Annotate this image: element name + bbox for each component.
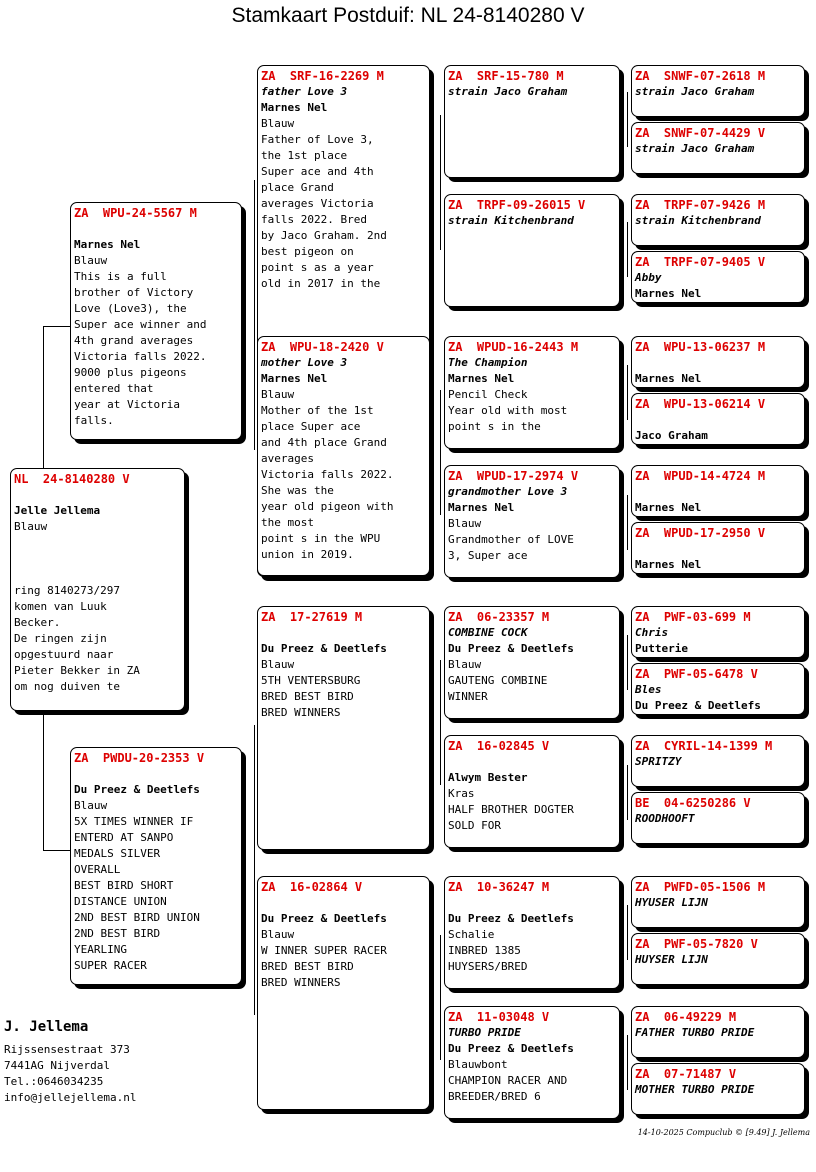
note-line: OVERALL [74,863,121,876]
note-line: Super ace winner and [74,318,207,331]
ring-number: ZA 07-71487 V [635,1067,737,1081]
pigeon-color: Schalie [448,928,495,941]
pigeon-name [635,484,801,500]
owner-name: Alwym Bester [448,771,528,784]
ring-number: ZA PWDU-20-2353 V [74,751,205,765]
ring-number: ZA 06-23357 M [448,610,550,624]
note-line: year old pigeon with [261,500,394,513]
note-line: HALF BROTHER DOGTER [448,803,574,816]
ring-number: ZA TRPF-07-9405 V [635,255,766,269]
pigeon-card-p4[interactable] [257,336,430,576]
note-line: Father of Love 3, [261,133,374,146]
pigeon-name [448,895,616,911]
note-line: GAUTENG COMBINE [448,674,548,687]
note-line: om nog duiven te [14,680,120,693]
note-line: Grandmother of LOVE [448,533,574,546]
ring-number: ZA WPUD-14-4724 M [635,469,766,483]
note-line: Victoria falls 2022. [261,468,394,481]
pigeon-card-p30[interactable] [631,1063,805,1115]
ring-number: ZA WPUD-17-2950 V [635,526,766,540]
owner-name: Du Preez & Deetlefs [448,912,574,925]
note-line [14,551,181,567]
note-line: 5TH VENTERSBURG [261,674,361,687]
owner-name: Du Preez & Deetlefs [261,912,387,925]
pigeon-name: Chris [635,626,669,639]
note-line: brother of Victory [74,286,194,299]
pigeon-card-p11[interactable] [444,606,620,719]
pigeon-card-p22[interactable] [631,522,805,574]
pigeon-card-p16[interactable] [631,122,805,174]
pigeon-card-p18[interactable] [631,251,805,303]
pigeon-name: HYUSER LIJN [635,896,708,909]
pigeon-name: SPRITZY [635,755,682,768]
pigeon-card-p7[interactable] [444,65,620,178]
ring-number: ZA WPU-13-06214 V [635,397,766,411]
note-line: 2ND BEST BIRD UNION [74,911,200,924]
pigeon-name [635,541,801,557]
pigeon-card-p21[interactable] [631,465,805,517]
note-line: 9000 plus pigeons [74,366,187,379]
owner-name: Marnes Nel [635,287,702,300]
page-title: Stamkaart Postduif: NL 24-8140280 V [231,4,585,27]
owner-name: Du Preez & Deetlefs [74,783,200,796]
pigeon-card-p13[interactable] [444,876,620,989]
note-line: Becker. [14,616,61,629]
owner-name: Marnes Nel [635,501,702,514]
owner-name: Putterie [635,642,688,655]
note-line: falls. [74,414,114,427]
note-line: 4th grand averages [74,334,194,347]
owner-name: Marnes Nel [635,372,702,385]
pigeon-card-p14[interactable] [444,1006,620,1119]
pigeon-card-p20[interactable] [631,393,805,445]
note-line: ENTERD AT SANPO [74,831,174,844]
owner-name: Marnes Nel [448,372,515,385]
ring-number: ZA 16-02864 V [261,880,363,894]
note-line: place Grand [261,181,334,194]
pigeon-color: Blauw [261,388,295,401]
owner-name: Jaco Graham [635,429,708,442]
pigeon-name: father Love 3 [261,85,348,98]
ring-number: ZA PWF-05-7820 V [635,937,758,951]
ring-number: ZA TRPF-09-26015 V [448,198,586,212]
pigeon-name [261,895,426,911]
owner-name: Marnes Nel [635,558,702,571]
pigeon-card-p0[interactable] [10,468,185,711]
ring-number: ZA SRF-15-780 M [448,69,564,83]
pigeon-color: Blauw [14,520,48,533]
owner-name: Marnes Nel [448,501,515,514]
pigeon-name: FATHER TURBO PRIDE [635,1026,755,1039]
pigeon-card-p23[interactable] [631,606,805,658]
note-line: SUPER RACER [74,959,147,972]
ring-number: ZA 16-02845 V [448,739,550,753]
note-line: She was the [261,484,334,497]
pigeon-card-p12[interactable] [444,735,620,848]
owner-name: Jelle Jellema [14,504,101,517]
pigeon-name [635,355,801,371]
note-line: Victoria falls 2022. [74,350,207,363]
pigeon-name: MOTHER TURBO PRIDE [635,1083,755,1096]
owner-name: Marnes Nel [74,238,141,251]
pigeon-color: Kras [448,787,475,800]
ring-number: ZA WPU-13-06237 M [635,340,766,354]
pigeon-name: mother Love 3 [261,356,348,369]
ring-number: ZA TRPF-07-9426 M [635,198,766,212]
note-line: 2ND BEST BIRD [74,927,161,940]
pigeon-color: Blauw [74,254,108,267]
ring-number: ZA PWFD-05-1506 M [635,880,766,894]
owner-name: Du Preez & Deetlefs [448,642,574,655]
owner-name: Marnes Nel [261,101,328,114]
ring-number: ZA SNWF-07-2618 M [635,69,766,83]
breeder-address-street: Rijssensestraat 373 [4,1043,130,1056]
pigeon-color: Blauwbont [448,1058,508,1071]
note-line: falls 2022. Bred [261,213,367,226]
note-line: old in 2017 in the [261,277,381,290]
pigeon-card-p9[interactable] [444,336,620,449]
pigeon-name: HUYSER LIJN [635,953,708,966]
pigeon-name [74,221,238,237]
note-line: BEST BIRD SHORT [74,879,174,892]
pigeon-name [74,766,238,782]
pigeon-card-p28[interactable] [631,933,805,985]
note-line: SOLD FOR [448,819,501,832]
pigeon-card-p25[interactable] [631,735,805,787]
note-line: place Super ace [261,420,361,433]
pigeon-card-p19[interactable] [631,336,805,388]
pigeon-card-p8[interactable] [444,194,620,307]
pigeon-name: strain Kitchenbrand [448,214,574,227]
pigeon-name [14,487,181,503]
note-line: averages Victoria [261,197,374,210]
owner-name: Du Preez & Deetlefs [635,699,761,712]
note-line: BREEDER/BRED 6 [448,1090,541,1103]
pigeon-color: Blauw [261,658,295,671]
note-line: union in 2019. [261,548,354,561]
ring-number: ZA 10-36247 M [448,880,550,894]
note-line: Pieter Bekker in ZA [14,664,140,677]
ring-number: NL 24-8140280 V [14,472,130,486]
ring-number: ZA SRF-16-2269 M [261,69,384,83]
ring-number: ZA 06-49229 M [635,1010,737,1024]
ring-number: ZA 17-27619 M [261,610,363,624]
note-line: point s as a year [261,261,374,274]
ring-number: ZA PWF-03-699 M [635,610,751,624]
note-line: the most [261,516,314,529]
pigeon-name: strain Jaco Graham [448,85,568,98]
pigeon-card-p1[interactable] [70,202,242,440]
note-line: HUYSERS/BRED [448,960,528,973]
note-line: point s in the WPU [261,532,381,545]
breeder-email[interactable]: info@jellejellema.nl [4,1091,137,1104]
pigeon-color: Blauw [261,928,295,941]
note-line: MEDALS SILVER [74,847,161,860]
owner-name: Du Preez & Deetlefs [261,642,387,655]
ring-number: ZA WPU-24-5567 M [74,206,197,220]
note-line: Year old with most [448,404,568,417]
pigeon-name [261,625,426,641]
pigeon-card-p26[interactable] [631,792,805,844]
breeder-name: J. Jellema [4,1019,89,1035]
pigeon-name: Bles [635,683,662,696]
pigeon-name: COMBINE COCK [448,626,528,639]
pigeon-card-p24[interactable] [631,663,805,715]
note-line: This is a full [74,270,167,283]
pigeon-color: Pencil Check [448,388,528,401]
note-line: Super ace and 4th [261,165,374,178]
pigeon-card-p27[interactable] [631,876,805,928]
note-line: ring 8140273/297 [14,584,120,597]
pigeon-color: Blauw [448,517,482,530]
note-line: WINNER [448,690,488,703]
ring-number: ZA 11-03048 V [448,1010,550,1024]
pigeon-name: strain Kitchenbrand [635,214,761,227]
pigeon-card-p5[interactable] [257,606,430,850]
note-line: entered that [74,382,154,395]
pigeon-name: The Champion [448,356,528,369]
pigeon-name [448,754,616,770]
note-line: De ringen zijn [14,632,107,645]
note-line: and 4th place Grand [261,436,387,449]
note-line: Love (Love3), the [74,302,187,315]
pigeon-name [635,412,801,428]
note-line [14,535,181,551]
pigeon-name: grandmother Love 3 [448,485,568,498]
note-line: W INNER SUPER RACER [261,944,387,957]
note-line: CHAMPION RACER AND [448,1074,568,1087]
note-line: year at Victoria [74,398,180,411]
pigeon-color: Blauw [448,658,482,671]
ring-number: ZA WPUD-17-2974 V [448,469,579,483]
note-line: INBRED 1385 [448,944,521,957]
note-line: by Jaco Graham. 2nd [261,229,387,242]
pigeon-card-p10[interactable] [444,465,620,578]
note-line: point s in the [448,420,541,433]
note-line: Mother of the 1st [261,404,374,417]
ring-number: ZA PWF-05-6478 V [635,667,758,681]
note-line: the 1st place [261,149,348,162]
breeder-address-city: 7441AG Nijverdal [4,1059,110,1072]
note-line: 5X TIMES WINNER IF [74,815,194,828]
note-line: averages [261,452,314,465]
note-line: BRED WINNERS [261,706,341,719]
pigeon-name: strain Jaco Graham [635,85,755,98]
pigeon-name: ROODHOOFT [635,812,695,825]
ring-number: ZA SNWF-07-4429 V [635,126,766,140]
note-line: 3, Super ace [448,549,528,562]
pigeon-name: strain Jaco Graham [635,142,755,155]
pigeon-card-p6[interactable] [257,876,430,1110]
note-line [14,567,181,583]
pigeon-card-p17[interactable] [631,194,805,246]
ring-number: ZA WPU-18-2420 V [261,340,384,354]
print-footnote: 14-10-2025 Compuclub © [9.49] J. Jellema [637,1128,810,1137]
note-line: DISTANCE UNION [74,895,167,908]
pigeon-card-p2[interactable] [70,747,242,985]
ring-number: ZA WPUD-16-2443 M [448,340,579,354]
note-line: BRED BEST BIRD [261,690,354,703]
note-line: opgestuurd naar [14,648,114,661]
owner-name: Marnes Nel [261,372,328,385]
pigeon-color: Blauw [74,799,108,812]
pigeon-name: Abby [635,271,662,284]
breeder-phone: Tel.:0646034235 [4,1075,104,1088]
pigeon-card-p29[interactable] [631,1006,805,1058]
note-line: best pigeon on [261,245,354,258]
note-line: komen van Luuk [14,600,107,613]
pigeon-card-p15[interactable] [631,65,805,117]
ring-number: BE 04-6250286 V [635,796,751,810]
ring-number: ZA CYRIL-14-1399 M [635,739,773,753]
pigeon-color: Blauw [261,117,295,130]
note-line: BRED WINNERS [261,976,341,989]
pigeon-name: TURBO PRIDE [448,1026,521,1039]
note-line: BRED BEST BIRD [261,960,354,973]
owner-name: Du Preez & Deetlefs [448,1042,574,1055]
note-line: YEARLING [74,943,127,956]
